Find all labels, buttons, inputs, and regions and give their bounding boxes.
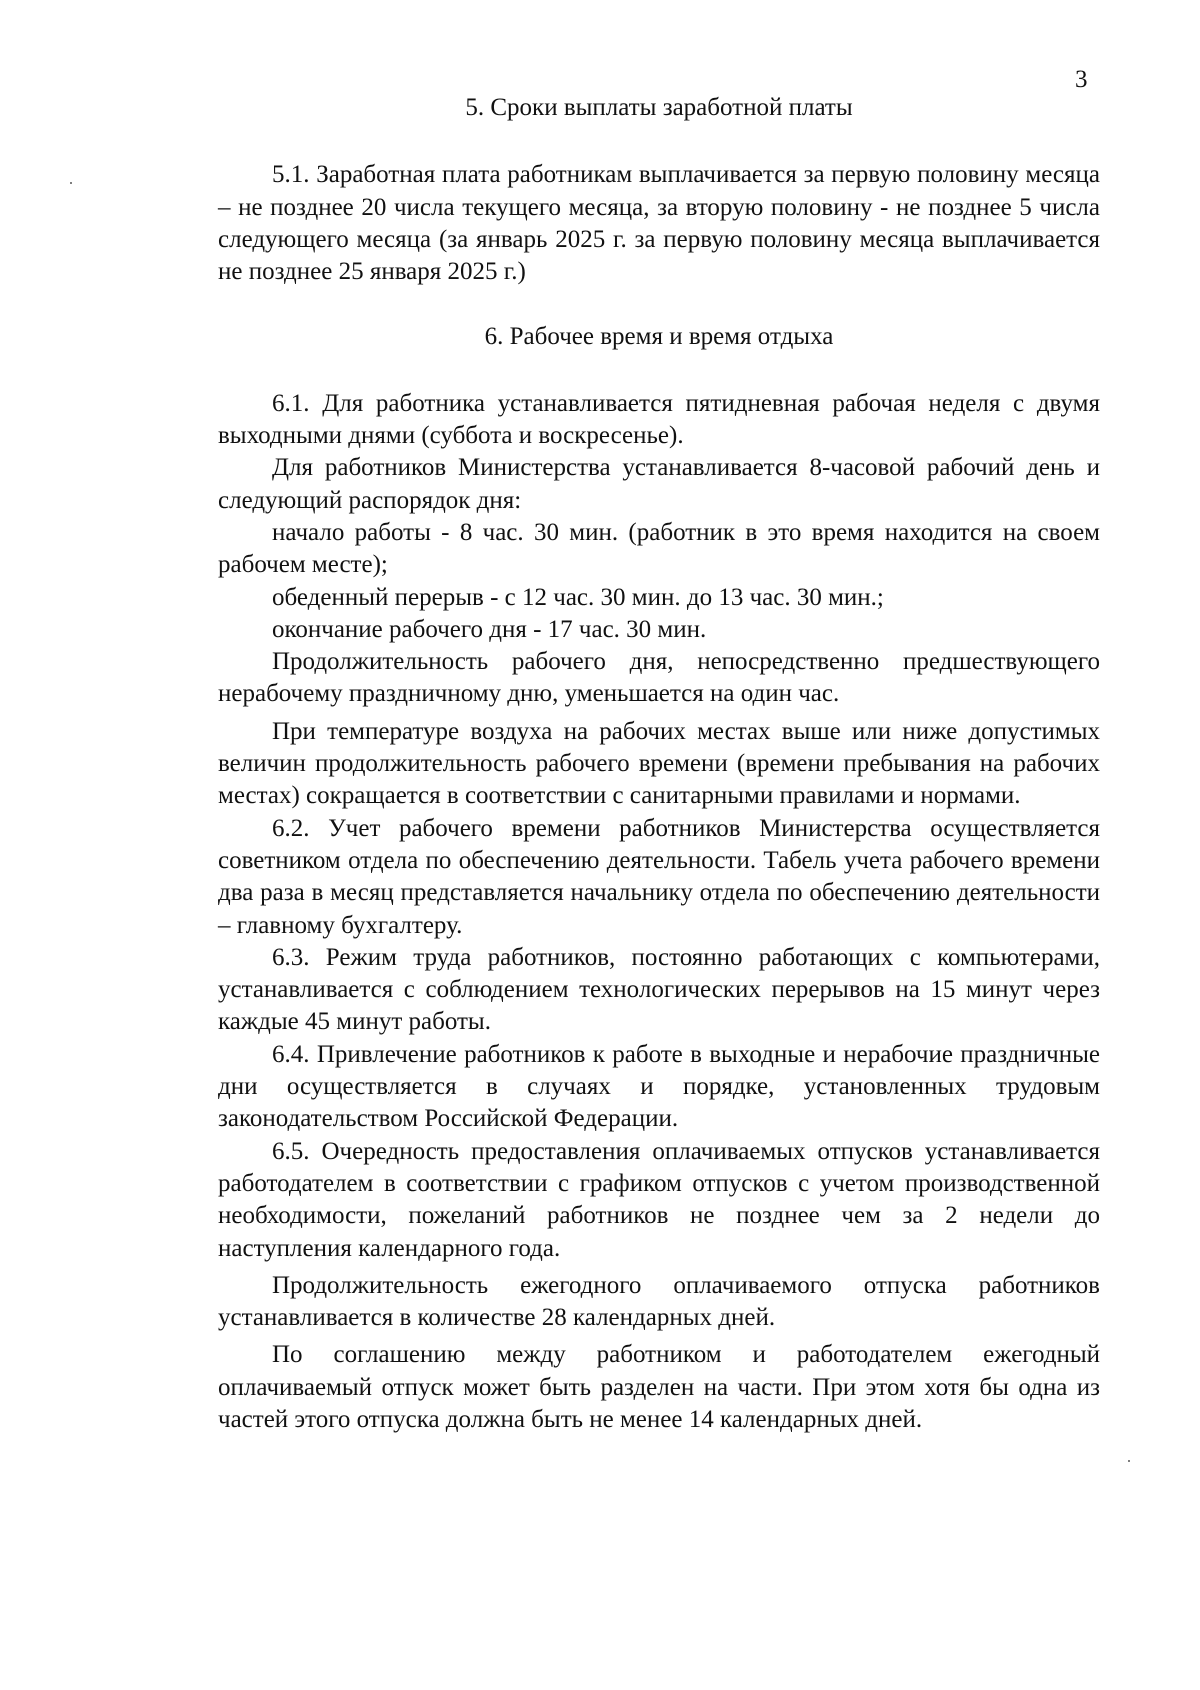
paragraph-6-3: 6.3. Режим труда работников, постоянно работающих с компьютерами, устанавливается с соблюдением технологических перерывов на 15 минут через каждые 45 минут работы. (218, 943, 1100, 1036)
scan-speck (70, 182, 72, 184)
section-6-title: 6. Рабочее время и время отдыха (484, 323, 834, 351)
paragraph-6-2: 6.2. Учет рабочего времени работников Министерства осуществляется советником отдела по обеспечению деятельности. Табель учета рабочего времени два раза в месяц представляется начальнику отдела по обеспечению деятельности – главному бухгалтеру. (218, 814, 1100, 939)
paragraph-5-1: 5.1. Заработная плата работникам выплачивается за первую половину месяца – не позднее 20 числа текущего месяца, за вторую половину - не позднее 5 числа следующего месяца (за январь 2025 г. за первую половину месяца выплачивается не позднее 25 января 2025 г.) (218, 161, 1100, 286)
paragraph-6-4: 6.4. Привлечение работников к работе в выходные и нерабочие праздничные дни осуществляется в случаях и порядке, установленных трудовым законодательством Российской Федерации. (218, 1040, 1100, 1133)
paragraph-end-time: окончание рабочего дня - 17 час. 30 мин. (272, 615, 707, 643)
section-5-title: 5. Сроки выплаты заработной платы (465, 94, 853, 121)
paragraph-temperature: При температуре воздуха на рабочих местах выше или ниже допустимых величин продолжительность рабочего времени (времени пребывания на рабочих местах) сокращается в соответствии с санитарными правилами и нормами. (218, 717, 1100, 810)
document-body (218, 92, 1100, 1436)
paragraph-6-1: 6.1. Для работника устанавливается пятидневная рабочая неделя с двумя выходными днями (суббота и воскресенье). (218, 389, 1100, 450)
paragraph-6-5: 6.5. Очередность предоставления оплачиваемых отпусков устанавливается работодателем в соответствии с графиком отпусков с учетом производственной необходимости, пожеланий работников не позднее чем за 2 недели до наступления календарного года. (218, 1137, 1100, 1262)
paragraph-lunch-break: обеденный перерыв - с 12 час. 30 мин. до 13 час. 30 мин.; (272, 583, 884, 611)
page-number: 3 (1075, 66, 1088, 93)
paragraph-vacation-split: По соглашению между работником и работодателем ежегодный оплачиваемый отпуск может быть разделен на части. При этом хотя бы одна из частей этого отпуска должна быть не менее 14 календарных дней. (218, 1341, 1100, 1433)
paragraph-vacation-length: Продолжительность ежегодного оплачиваемого отпуска работников устанавливается в количестве 28 календарных дней. (218, 1271, 1100, 1332)
scan-speck (1128, 1460, 1130, 1462)
paragraph-start-time: начало работы - 8 час. 30 мин. (работник в это время находится на своем рабочем месте); (218, 518, 1100, 579)
paragraph-pre-holiday: Продолжительность рабочего дня, непосредственно предшествующего нерабочему праздничному дню, уменьшается на один час. (218, 648, 1100, 708)
paragraph-workday: Для работников Министерства устанавливается 8-часовой рабочий день и следующий распорядок дня: (218, 454, 1100, 514)
